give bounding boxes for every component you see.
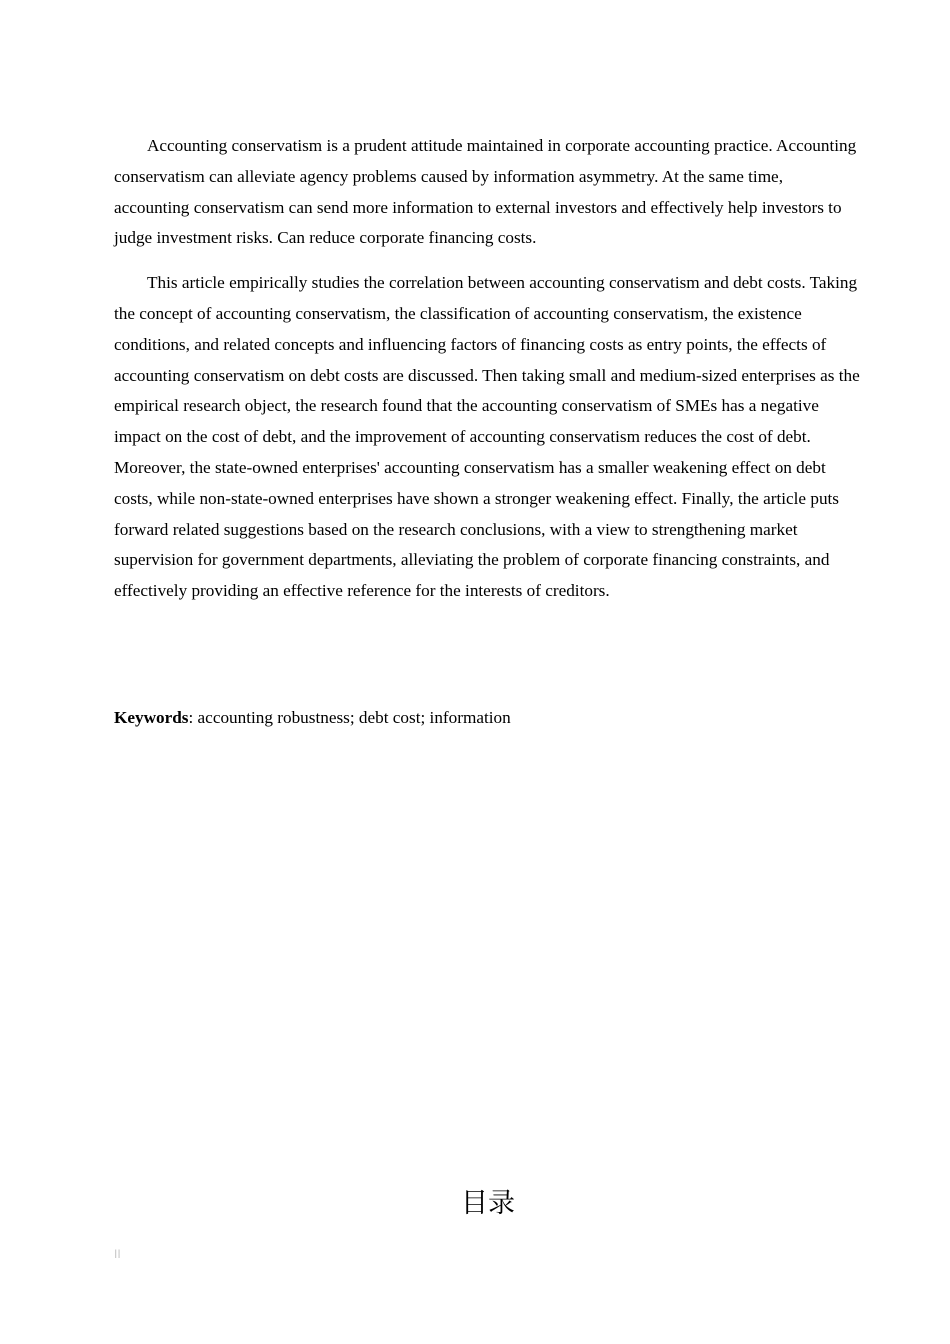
abstract-paragraph-1: Accounting conservatism is a prudent attitude maintained in corporate accounting practice. Accounting conservatism can alleviate agency problems caused by information asymmetry. At the same time, accounting conservatism can send more information to external investors and effectively help investors to judge investment risks. Can reduce corporate financing costs. [114, 136, 857, 248]
keywords-text: : accounting robustness; debt cost; information [188, 708, 511, 727]
abstract-paragraph-2: This article empirically studies the correlation between accounting conservatism and debt costs. Taking the concept of accounting conservatism, the classification of accounting conservatism, the existence conditions, and related concepts and influencing factors of financing costs as entry points, the effects of accounting conservatism on debt costs are discussed. Then taking small and medium-sized enterprises as the empirical research object, the research found that the accounting conservatism of SMEs has a negative impact on the cost of debt, and the improvement of accounting conservatism reduces the cost of debt. Moreover, the state-owned enterprises' accounting conservatism has a smaller weakening effect on debt costs, while non-state-owned enterprises have shown a stronger weakening effect. Finally, the article puts forward related suggestions based on the research conclusions, with a view to strengthening market supervision for government departments, alleviating the problem of corporate financing constraints, and effectively providing an effective reference for the interests of creditors. [114, 273, 860, 601]
keywords-line [114, 703, 860, 734]
abstract-body [114, 131, 860, 621]
keywords-label: Keywords [114, 708, 189, 727]
table-of-contents-heading: 目录 [461, 1188, 515, 1219]
page-number: II [114, 1247, 121, 1261]
